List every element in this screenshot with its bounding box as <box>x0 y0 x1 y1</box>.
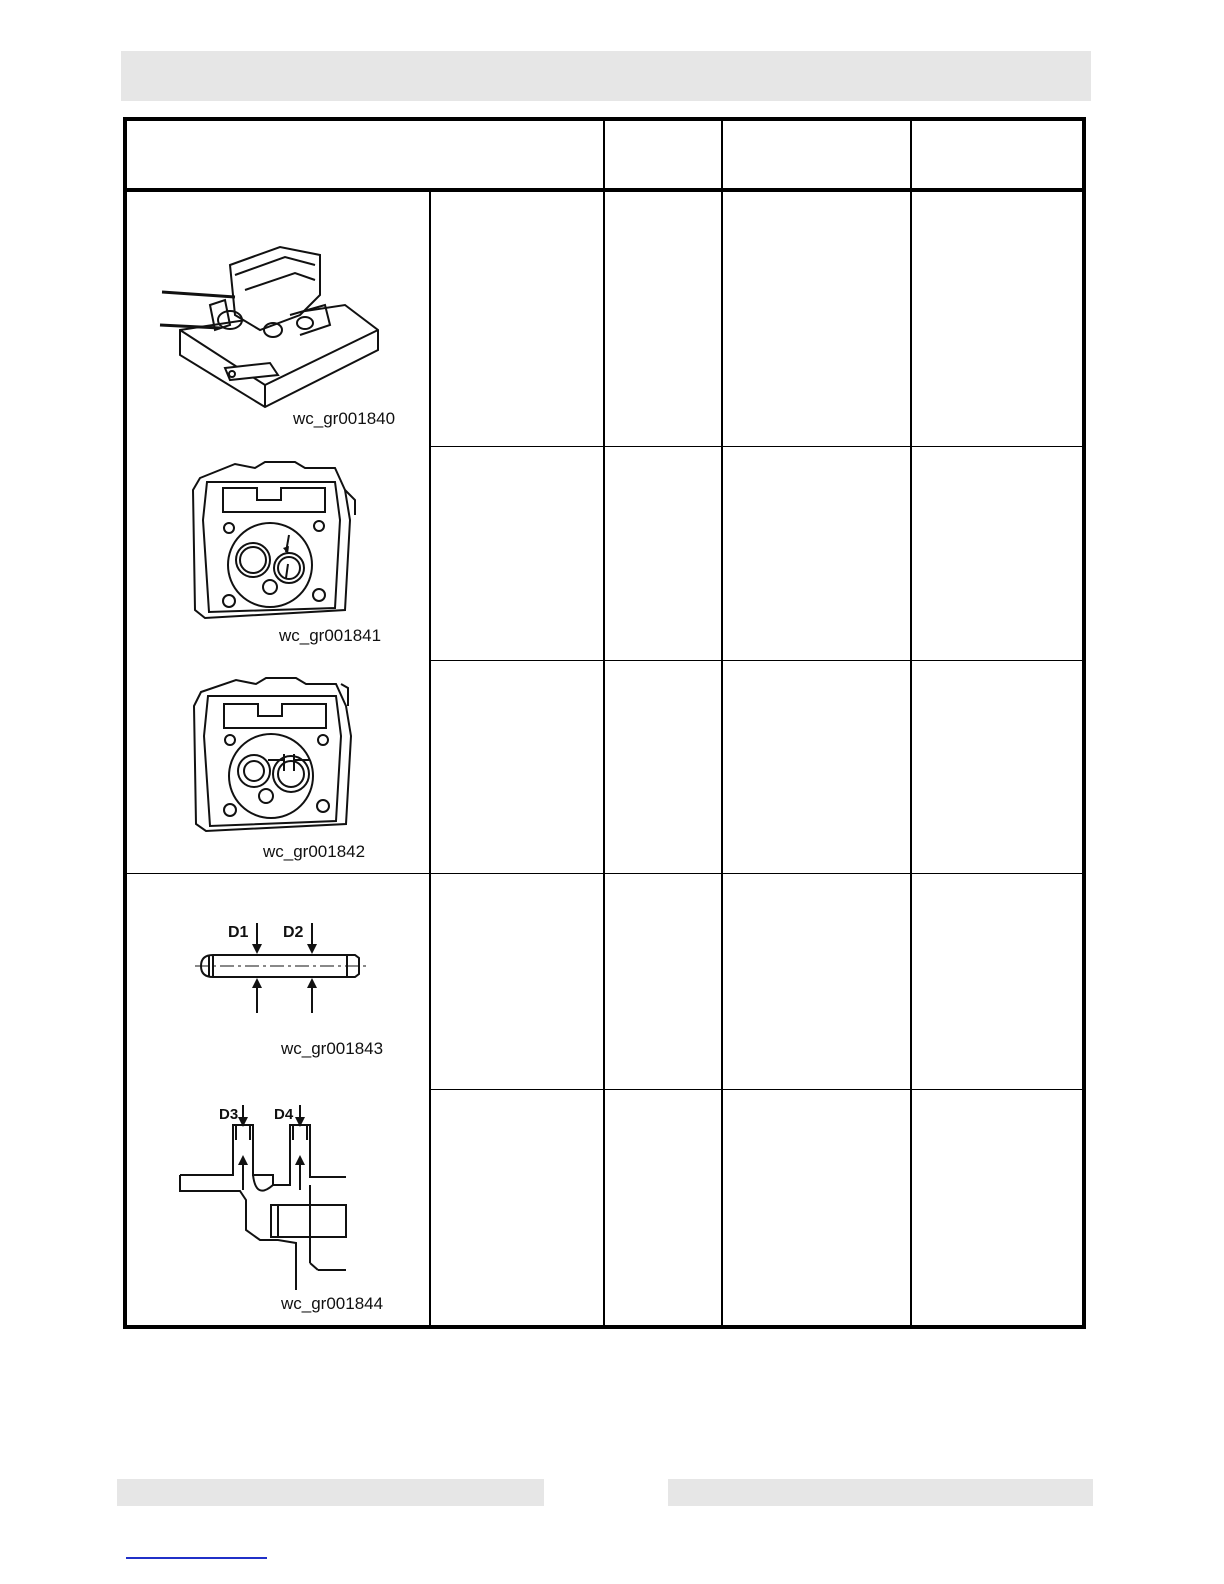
column-divider-image <box>429 192 431 1325</box>
figure-caption-2: wc_gr001841 <box>279 626 382 645</box>
cylinder-head-flatness-illustration <box>150 235 390 410</box>
bore-label-d4: D4 <box>274 1106 294 1123</box>
row-divider-2 <box>431 660 1082 661</box>
bore-label-d3: D3 <box>219 1106 239 1123</box>
column-divider-3 <box>910 121 912 1325</box>
row-divider-1 <box>431 446 1082 447</box>
figure-caption-4: wc_gr001843 <box>281 1039 384 1058</box>
valve-guide-clearance-illustration <box>186 676 366 836</box>
row-divider-4 <box>431 1089 1082 1090</box>
figure-caption-5: wc_gr001844 <box>281 1294 384 1313</box>
column-divider-2 <box>721 121 723 1325</box>
stem-label-d2: D2 <box>283 924 304 941</box>
figure-caption-1: wc_gr001840 <box>293 409 396 428</box>
footer-bar-right <box>668 1479 1093 1506</box>
valve-seat-width-illustration <box>185 460 365 625</box>
column-divider-1 <box>603 121 605 1325</box>
footer-link-underline[interactable] <box>126 1557 267 1559</box>
footer-bar-left <box>117 1479 544 1506</box>
row-divider-3 <box>127 873 1082 874</box>
rocker-arm-bore-illustration <box>178 1105 350 1290</box>
stem-label-d1: D1 <box>228 924 249 941</box>
figure-caption-3: wc_gr001842 <box>263 842 366 861</box>
page-header-bar <box>121 51 1091 101</box>
